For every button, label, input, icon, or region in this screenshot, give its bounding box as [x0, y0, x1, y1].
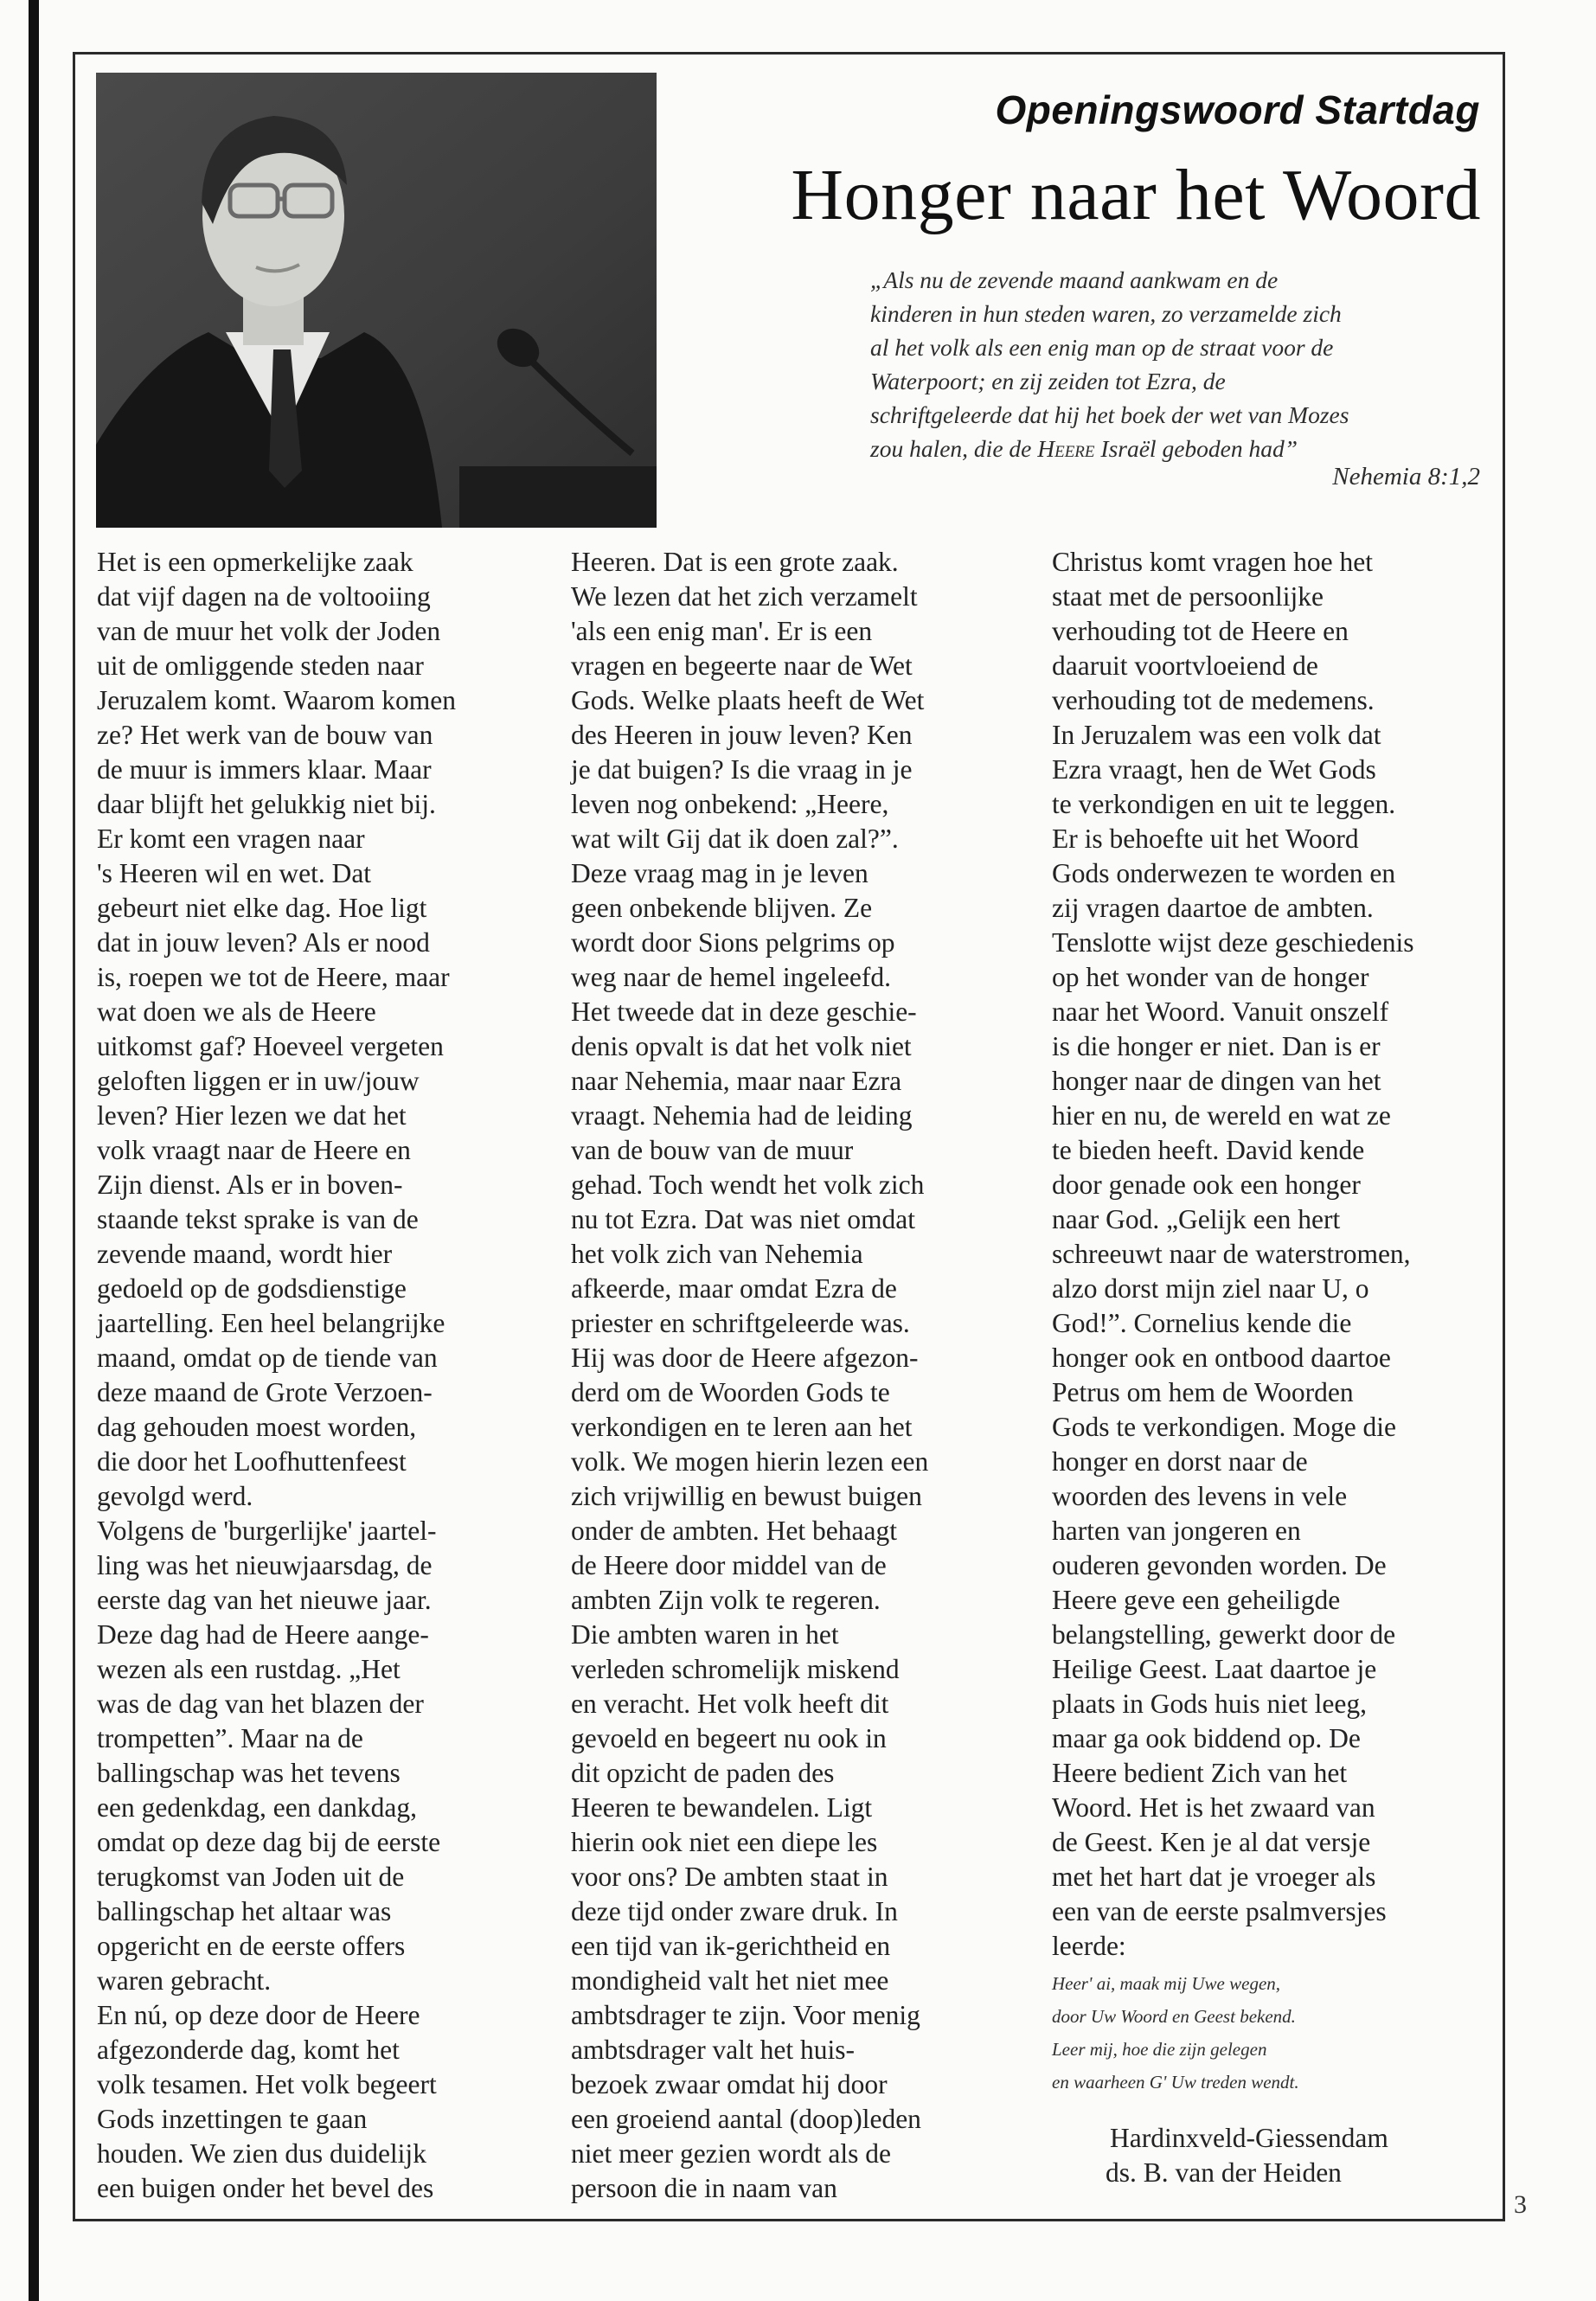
- column-line: verhouding tot de Heere en: [1052, 616, 1349, 646]
- column-line: met het hart dat je vroeger als: [1052, 1862, 1376, 1892]
- column-line: honger en dorst naar de: [1052, 1446, 1308, 1477]
- column-line: gevolgd werd.: [97, 1481, 253, 1511]
- column-line: persoon die in naam van: [571, 2173, 837, 2203]
- column-line: afgezonderde dag, komt het: [97, 2035, 400, 2065]
- column-line: Het is een opmerkelijke zaak: [97, 547, 413, 577]
- column-line: uitkomst gaf? Hoeveel vergeten: [97, 1031, 444, 1061]
- column-line: het volk zich van Nehemia: [571, 1239, 863, 1269]
- column-line: van de bouw van de muur: [571, 1135, 854, 1165]
- column-line: wordt door Sions pelgrims op: [571, 927, 895, 958]
- text-column-2: [571, 545, 1003, 2206]
- author-name: ds. B. van der Heiden: [1106, 2157, 1342, 2188]
- column-line: Het tweede dat in deze geschie-: [571, 997, 917, 1027]
- column-line: dat vijf dagen na de voltooiing: [97, 581, 431, 612]
- column-line: 's Heeren wil en wet. Dat: [97, 858, 372, 888]
- column-line: een gedenkdag, een dankdag,: [97, 1792, 417, 1823]
- column-line: ballingschap was het tevens: [97, 1758, 401, 1788]
- column-line: woorden des levens in vele: [1052, 1481, 1348, 1511]
- column-line: leven nog onbekend: „Heere,: [571, 789, 889, 819]
- column-line: deze tijd onder zware druk. In: [571, 1896, 898, 1926]
- column-line: volk. We mogen hierin lezen een: [571, 1446, 929, 1477]
- verse-line: door Uw Woord en Geest bekend.: [1052, 2006, 1296, 2027]
- column-line: We lezen dat het zich verzamelt: [571, 581, 918, 612]
- column-line: Tenslotte wijst deze geschiedenis: [1052, 927, 1414, 958]
- hymn-verse: [1052, 1967, 1484, 2099]
- column-line: verkondigen en te leren aan het: [571, 1412, 913, 1442]
- column-line: maar ga ook biddend op. De: [1052, 1723, 1361, 1753]
- column-line: ling was het nieuwjaarsdag, de: [97, 1550, 433, 1580]
- column-line: naar Nehemia, maar naar Ezra: [571, 1066, 902, 1096]
- column-line: Volgens de 'burgerlijke' jaartel-: [97, 1516, 437, 1546]
- column-line: omdat op deze dag bij de eerste: [97, 1827, 441, 1857]
- column-line: zij vragen daartoe de ambten.: [1052, 893, 1374, 923]
- column-line: Er is behoefte uit het Woord: [1052, 824, 1359, 854]
- page-number: 3: [1514, 2190, 1527, 2219]
- quote-line: al het volk als een enig man op de straat voor de: [870, 334, 1334, 361]
- column-line: ballingschap het altaar was: [97, 1896, 392, 1926]
- column-line: terugkomst van Joden uit de: [97, 1862, 405, 1892]
- column-3-body: [1052, 545, 1484, 1964]
- column-line: leerde:: [1052, 1931, 1126, 1961]
- column-line: ambtsdrager valt het huis-: [571, 2035, 856, 2065]
- column-line: belangstelling, gewerkt door de: [1052, 1619, 1396, 1650]
- column-line: gedoeld op de godsdienstige: [97, 1273, 407, 1304]
- quote-fragment: zou halen, die de: [870, 435, 1038, 462]
- column-line: de muur is immers klaar. Maar: [97, 754, 432, 785]
- column-line: Heere geve een geheiligde: [1052, 1585, 1341, 1615]
- column-line: volk tesamen. Het volk begeert: [97, 2069, 437, 2099]
- column-line: wezen als een rustdag. „Het: [97, 1654, 401, 1684]
- column-line: een tijd van ik-gerichtheid en: [571, 1931, 891, 1961]
- column-line: zevende maand, wordt hier: [97, 1239, 393, 1269]
- column-line: honger naar de dingen van het: [1052, 1066, 1381, 1096]
- column-line: onder de ambten. Het behaagt: [571, 1516, 897, 1546]
- column-line: harten van jongeren en: [1052, 1516, 1301, 1546]
- column-line: God!”. Cornelius kende die: [1052, 1308, 1352, 1338]
- quote-line: kinderen in hun steden waren, zo verzamelde zich: [870, 300, 1342, 327]
- column-line: staande tekst sprake is van de: [97, 1204, 419, 1234]
- column-line: Heeren. Dat is een grote zaak.: [571, 547, 899, 577]
- column-line: Gods te verkondigen. Moge die: [1052, 1412, 1397, 1442]
- speaker-photo: [96, 73, 657, 528]
- column-line: ambtsdrager te zijn. Voor menig: [571, 2000, 920, 2030]
- column-line: wat wilt Gij dat ik doen zal?”.: [571, 824, 899, 854]
- column-line: vraagt. Nehemia had de leiding: [571, 1100, 913, 1131]
- column-line: Gods inzettingen te gaan: [97, 2104, 368, 2134]
- column-line: houden. We zien dus duidelijk: [97, 2138, 426, 2169]
- text-column-1: [97, 545, 529, 2206]
- column-line: waren gebracht.: [97, 1965, 272, 1996]
- column-line: een van de eerste psalmversjes: [1052, 1896, 1387, 1926]
- column-line: uit de omliggende steden naar: [97, 651, 424, 681]
- column-line: vragen en begeerte naar de Wet: [571, 651, 913, 681]
- column-line: trompetten”. Maar na de: [97, 1723, 363, 1753]
- column-line: opgericht en de eerste offers: [97, 1931, 406, 1961]
- column-line: door genade ook een honger: [1052, 1170, 1361, 1200]
- quote-line: schriftgeleerde dat hij het boek der wet van Mozes: [870, 401, 1349, 428]
- column-line: Ezra vraagt, hen de Wet Gods: [1052, 754, 1376, 785]
- column-line: maand, omdat op de tiende van: [97, 1343, 438, 1373]
- scripture-quote: [870, 263, 1476, 465]
- column-line: Er komt een vragen naar: [97, 824, 365, 854]
- column-line: afkeerde, maar omdat Ezra de: [571, 1273, 897, 1304]
- quote-line: [870, 432, 1476, 465]
- column-line: volk vraagt naar de Heere en: [97, 1135, 411, 1165]
- column-line: staat met de persoonlijke: [1052, 581, 1324, 612]
- column-line: zich vrijwillig en bewust buigen: [571, 1481, 922, 1511]
- column-line: daar blijft het gelukkig niet bij.: [97, 789, 436, 819]
- column-line: te bieden heeft. David kende: [1052, 1135, 1365, 1165]
- column-line: dit opzicht de paden des: [571, 1758, 835, 1788]
- column-line: denis opvalt is dat het volk niet: [571, 1031, 912, 1061]
- text-column-3: [1052, 545, 1484, 2099]
- column-line: Christus komt vragen hoe het: [1052, 547, 1373, 577]
- quote-heere-smallcaps: Heere: [1037, 435, 1095, 462]
- column-line: geen onbekende blijven. Ze: [571, 893, 873, 923]
- column-line: dat in jouw leven? Als er nood: [97, 927, 430, 958]
- column-line: ambten Zijn volk te regeren.: [571, 1585, 881, 1615]
- column-line: op het wonder van de honger: [1052, 962, 1369, 992]
- column-line: Heeren te bewandelen. Ligt: [571, 1792, 873, 1823]
- column-line: priester en schriftgeleerde was.: [571, 1308, 910, 1338]
- column-line: is, roepen we tot de Heere, maar: [97, 962, 450, 992]
- column-line: die door het Loofhuttenfeest: [97, 1446, 407, 1477]
- scan-edge-rule: [29, 0, 39, 2301]
- column-line: En nú, op deze door de Heere: [97, 2000, 420, 2030]
- quote-reference: Nehemia 8:1,2: [1332, 463, 1480, 490]
- column-line: jaartelling. Een heel belangrijke: [97, 1308, 445, 1338]
- column-line: een groeiend aantal (doop)leden: [571, 2104, 921, 2134]
- column-line: dag gehouden moest worden,: [97, 1412, 417, 1442]
- column-line: de Heere door middel van de: [571, 1550, 887, 1580]
- column-line: Jeruzalem komt. Waarom komen: [97, 685, 457, 715]
- column-line: Gods onderwezen te worden en: [1052, 858, 1396, 888]
- column-line: naar het Woord. Vanuit onszelf: [1052, 997, 1389, 1027]
- column-line: des Heeren in jouw leven? Ken: [571, 720, 913, 750]
- column-line: gebeurt niet elke dag. Hoe ligt: [97, 893, 427, 923]
- column-line: derd om de Woorden Gods te: [571, 1377, 890, 1407]
- column-line: nu tot Ezra. Dat was niet omdat: [571, 1204, 916, 1234]
- article-title: Honger naar het Woord: [791, 155, 1481, 235]
- column-line: geloften liggen er in uw/jouw: [97, 1066, 420, 1096]
- column-line: voor ons? De ambten staat in: [571, 1862, 888, 1892]
- column-line: naar God. „Gelijk een hert: [1052, 1204, 1341, 1234]
- author-place: Hardinxveld-Giessendam: [1110, 2123, 1388, 2153]
- column-line: bezoek zwaar omdat hij door: [571, 2069, 888, 2099]
- column-line: en veracht. Het volk heeft dit: [571, 1689, 889, 1719]
- column-line: Gods. Welke plaats heeft de Wet: [571, 685, 925, 715]
- column-line: wat doen we als de Heere: [97, 997, 376, 1027]
- column-line: gevoeld en begeert nu ook in: [571, 1723, 887, 1753]
- column-line: 'als een enig man'. Er is een: [571, 616, 873, 646]
- column-line: verleden schromelijk miskend: [571, 1654, 900, 1684]
- column-line: Woord. Het is het zwaard van: [1052, 1792, 1375, 1823]
- column-line: Heere bedient Zich van het: [1052, 1758, 1348, 1788]
- column-line: Hij was door de Heere afgezon-: [571, 1343, 919, 1373]
- column-line: weg naar de hemel ingeleefd.: [571, 962, 891, 992]
- column-line: honger ook en ontbood daartoe: [1052, 1343, 1391, 1373]
- column-line: Heilige Geest. Laat daartoe je: [1052, 1654, 1377, 1684]
- column-line: een buigen onder het bevel des: [97, 2173, 434, 2203]
- column-line: hierin ook niet een diepe les: [571, 1827, 878, 1857]
- column-line: deze maand de Grote Verzoen-: [97, 1377, 433, 1407]
- column-line: schreeuwt naar de waterstromen,: [1052, 1239, 1411, 1269]
- column-line: plaats in Gods huis niet leeg,: [1052, 1689, 1367, 1719]
- column-line: ze? Het werk van de bouw van: [97, 720, 433, 750]
- column-line: ouderen gevonden worden. De: [1052, 1550, 1387, 1580]
- column-line: niet meer gezien wordt als de: [571, 2138, 891, 2169]
- column-line: In Jeruzalem was een volk dat: [1052, 720, 1381, 750]
- verse-line: en waarheen G' Uw treden wendt.: [1052, 2072, 1299, 2093]
- column-line: de Geest. Ken je al dat versje: [1052, 1827, 1371, 1857]
- column-line: Die ambten waren in het: [571, 1619, 839, 1650]
- column-line: gehad. Toch wendt het volk zich: [571, 1170, 925, 1200]
- column-line: mondigheid valt het niet mee: [571, 1965, 889, 1996]
- article-kicker: Openingswoord Startdag: [995, 87, 1480, 132]
- column-line: daaruit voortvloeiend de: [1052, 651, 1318, 681]
- column-line: leven? Hier lezen we dat het: [97, 1100, 407, 1131]
- column-line: Deze vraag mag in je leven: [571, 858, 869, 888]
- column-line: te verkondigen en uit te leggen.: [1052, 789, 1396, 819]
- column-line: Zijn dienst. Als er in boven-: [97, 1170, 403, 1200]
- verse-line: Leer mij, hoe die zijn gelegen: [1052, 2039, 1267, 2060]
- quote-line: Waterpoort; en zij zeiden tot Ezra, de: [870, 368, 1226, 394]
- column-line: van de muur het volk der Joden: [97, 616, 441, 646]
- column-line: Petrus om hem de Woorden: [1052, 1377, 1354, 1407]
- column-line: verhouding tot de medemens.: [1052, 685, 1375, 715]
- column-line: is die honger er niet. Dan is er: [1052, 1031, 1381, 1061]
- quote-line: „Als nu de zevende maand aankwam en de: [870, 266, 1279, 293]
- column-line: eerste dag van het nieuwe jaar.: [97, 1585, 432, 1615]
- column-line: Deze dag had de Heere aange-: [97, 1619, 429, 1650]
- column-line: hier en nu, de wereld en wat ze: [1052, 1100, 1391, 1131]
- column-line: je dat buigen? Is die vraag in je: [571, 754, 913, 785]
- quote-fragment: Israël geboden had”: [1094, 435, 1298, 462]
- column-line: was de dag van het blazen der: [97, 1689, 424, 1719]
- verse-line: Heer' ai, maak mij Uwe wegen,: [1052, 1973, 1281, 1994]
- column-line: alzo dorst mijn ziel naar U, o: [1052, 1273, 1369, 1304]
